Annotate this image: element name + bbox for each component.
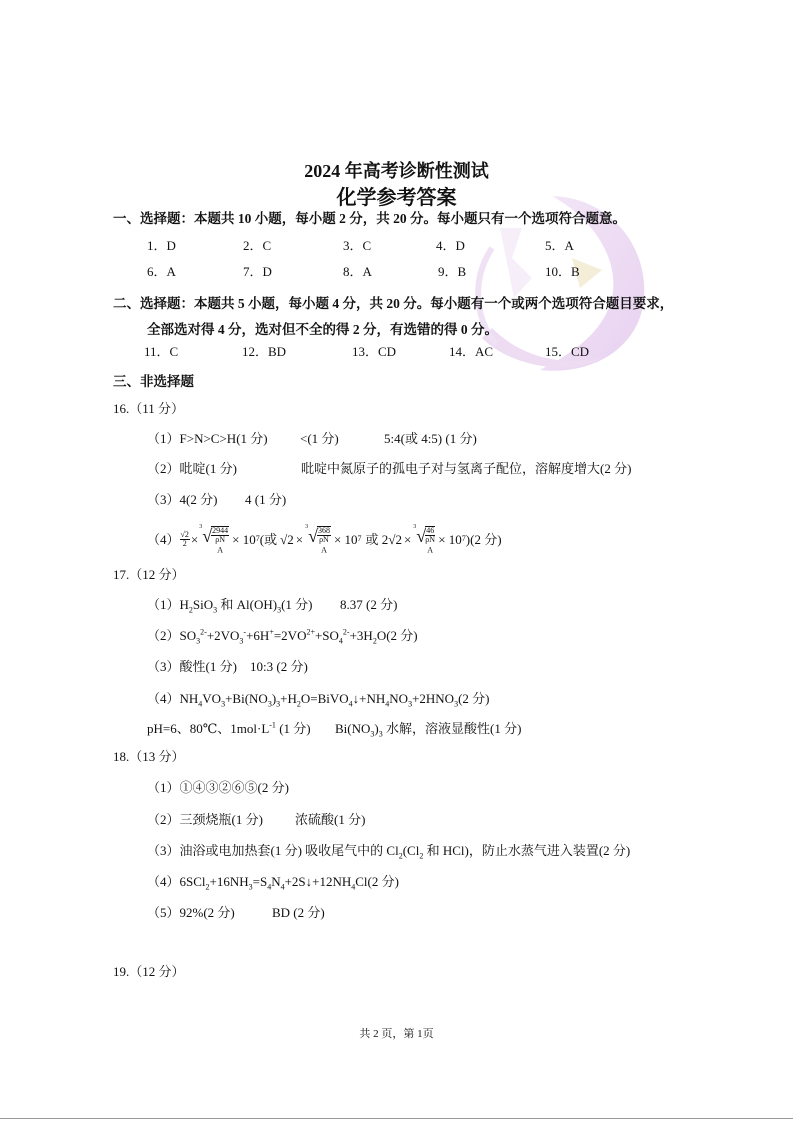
answer-item: 2．C — [243, 238, 272, 253]
bottom-divider — [0, 1118, 793, 1119]
answer-item: 5．A — [545, 238, 574, 253]
q18-part2-b: 浓硫酸(1 分) — [295, 812, 366, 827]
answer-item: 11．C — [144, 344, 179, 359]
q17-part2: $(2)SO_3^{2-}+2VO_3^-+6H^+=2VO^{2+}+SO_4^{2-}+3H_2O(2$ 分) — [147, 627, 418, 646]
page-footer: 共 2 页，第 1页 — [359, 1028, 434, 1040]
q16-part1-c: 5:4(或 4:5) (1 分) — [384, 431, 477, 446]
q17-part3-b: 10:3 (2 分) — [250, 659, 308, 674]
answer-item: 8．A — [343, 264, 372, 279]
answer-item: 3．C — [343, 238, 372, 253]
q18-part4: $(4)6SCl_2+16NH_3=S_4N_4+2S↓+12NH_4Cl(2$ 分) — [147, 874, 399, 892]
q18-part3: （3）油浴或电加热套(1 分) 吸收尾气中的 $Cl_2(Cl_2$ 和 HCl)，防止水蒸气进入装置(2 分) — [147, 843, 631, 861]
q16-part4-formula: （4） $\frac{√2}{2}$ × 3 √ 2944 ρN $_A$ × 10 7 (或 √2 × 3 √ 368 ρN $_A$ × 10 7 或 2 √2 × 3 √ 46 ρN $_A$ × 10 7 )(2 分) — [147, 524, 502, 555]
answer-item: 7．D — [243, 264, 272, 279]
section3-heading: 三、非选择题 — [113, 374, 194, 389]
answer-item: 15．CD — [545, 344, 590, 359]
answer-item: 1．D — [147, 238, 176, 253]
q16-part2-b: 吡啶中氮原子的孤电子对与氢离子配位，溶解度增大(2 分) — [301, 461, 632, 476]
section1-heading: 一、选择题：本题共 10 小题，每小题 2 分，共 20 分。每小题只有一个选项符合题意。 — [113, 211, 626, 226]
answer-item: 13．CD — [352, 344, 397, 359]
q17-part1-b: 8.37 (2 分) — [340, 597, 398, 612]
answer-item: 12．BD — [242, 344, 287, 359]
answer-item: 9．B — [438, 264, 467, 279]
section2-heading-line2: 全部选对得 4 分，选对但不全的得 2 分，有选错的得 0 分。 — [147, 322, 498, 337]
q16-part2: （2）吡啶(1 分) — [147, 461, 237, 476]
q16-part3: （3）4(2 分) — [147, 492, 218, 507]
q17-part5: pH=6、80℃、$1mol\cdot L^{-1}$ (1 分) — [147, 720, 311, 736]
answer-item: 14．AC — [449, 344, 494, 359]
q17-part4: $(4)NH_4VO_3+Bi(NO_3)_3+H_2O=BiVO_4↓+NH_4NO_3+2HNO_3(2$ 分) — [147, 691, 490, 709]
q16-part3-b: 4 (1 分) — [245, 492, 287, 507]
q16-label: 16.（11 分） — [113, 401, 185, 416]
q18-part2: （2）三颈烧瓶(1 分) — [147, 812, 263, 827]
q17-part3: （3）酸性(1 分) — [147, 659, 237, 674]
q18-label: 18.（13 分） — [113, 749, 185, 764]
q18-part5: （5）92%(2 分) — [147, 905, 235, 920]
page-subtitle: 化学参考答案 — [336, 187, 457, 209]
answer-item: 10．B — [545, 264, 580, 279]
q17-part1: $(1)H_2SiO_3$ 和 $Al(OH)_3(1$ 分) — [147, 597, 313, 615]
q18-part5-b: BD (2 分) — [272, 905, 325, 920]
q17-part5-b: $Bi(NO_3)_3$ 水解，溶液显酸性(1 分) — [335, 721, 522, 739]
q16-part1: （1）F>N>C>H(1 分) — [147, 431, 268, 446]
q18-part1: （1）①④③②⑥⑤(2 分) — [147, 780, 289, 795]
page-title: 2024 年高考诊断性测试 — [304, 161, 489, 181]
section2-heading-line1: 二、选择题：本题共 5 小题，每小题 4 分，共 20 分。每小题有一个或两个选项符合题目要求， — [113, 296, 674, 311]
q19-label: 19.（12 分） — [113, 964, 185, 979]
q16-part1-b: <(1 分) — [300, 431, 339, 446]
answer-item: 6．A — [147, 264, 176, 279]
answer-item: 4．D — [436, 238, 465, 253]
q17-label: 17.（12 分） — [113, 567, 185, 582]
